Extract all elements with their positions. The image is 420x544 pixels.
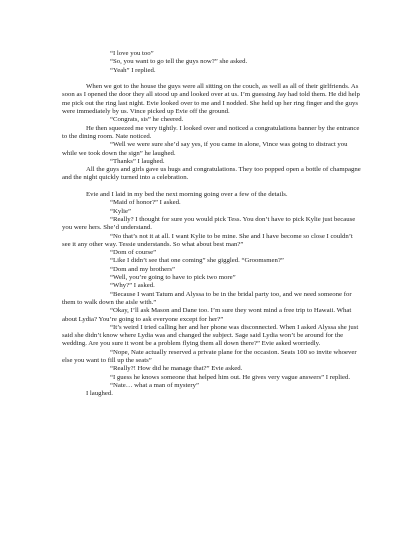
paragraph: “Yeah” I replied. [110,66,156,74]
paragraph: “Dom and my brothers” [110,265,176,273]
paragraph: “So, you want to go tell the guys now?” she asked. [110,58,248,66]
paragraph: “Like I didn’t see that one coming” she giggled. “Groomsmen?” [110,257,284,265]
paragraph: “Okay, I’ll ask Mason and Dane too. I’m sure they wont mind a free trip to Hawaii. What about Lydia? You’re going to ask everyone except for her?” [62,307,352,323]
paragraph: “Well, you’re going to have to pick two more” [110,274,236,282]
paragraph: Evie and I laid in my bed the next morning going over a few of the details. [86,191,288,199]
paragraph: “It’s weird I tried calling her and her phone was disconnected. When I asked Alyssa she just said she didn’t know where Lydia was and changed the subject. Sage said Lydia won’t be around for the wedding. Are you sure it wont be a problem flying them all down there?” Evie asked worriedly. [62,323,359,348]
paragraph: “Really?! How did he manage that?” Evie asked. [110,365,243,373]
paragraph: “No that’s not it at all. I want Kylie to be mine. She and I have become so close I couldn’t see it any other way. Tessie understands. So what about best man?” [62,232,353,248]
paragraph: “I guess he knows someone that helped him out. He gives very vague answers” I replied. [110,373,351,381]
paragraph: “Why?” I asked. [110,282,155,290]
paragraph: “Dom of course” [110,249,157,257]
paragraph: All the guys and girls gave us hugs and congratulations. They too popped open a bottle of champagne and the night quickly turned into a celebration. [62,166,361,182]
paragraph: “Congrats, sis” he cheered. [110,116,184,124]
story-text [62,50,362,398]
paragraph: “Really? I thought for sure you would pick Tess. You don’t have to pick Kylie just because you were hers. She’d understand. [62,215,356,232]
paragraph: “Thanks” I laughed. [110,157,165,165]
paragraph: When we got to the house the guys were all sitting on the couch, as well as all of their girlfriends. As soon as I opened the door they all stood up and looked over at us. I’m guessing Jay had told them. He did help me pick out the ring last night. Evie looked over to me and I nodded. She held up her ring finger and the guys were immediately by us. Vince picked up Evie off the ground. [62,83,360,116]
paragraph: “Kylie” [110,207,131,215]
paragraph: “Maid of honor?” I asked. [110,199,181,207]
paragraph: “Nope, Nate actually reserved a private plane for the occasion. Seats 100 so invite whoever else you want to fill up the seats” [62,348,357,364]
paragraph: “Well we were sure she’d say yes, if you came in alone, Vince was going to distract you while we took down the sign” he laughed. [62,141,348,157]
paragraph: I laughed. [86,390,113,398]
paragraph: “Nate… what a man of mystery” [110,381,200,389]
paragraph: He then squeezed me very tightly. I looked over and noticed a congratulations banner by the entrance to the dining room. Nate noticed. [62,124,360,140]
paragraph: “I love you too” [110,50,154,57]
paragraph: “Because I want Tatum and Alyssa to be in the bridal party too, and we need someone for them to walk down the aisle with.” [62,290,352,306]
